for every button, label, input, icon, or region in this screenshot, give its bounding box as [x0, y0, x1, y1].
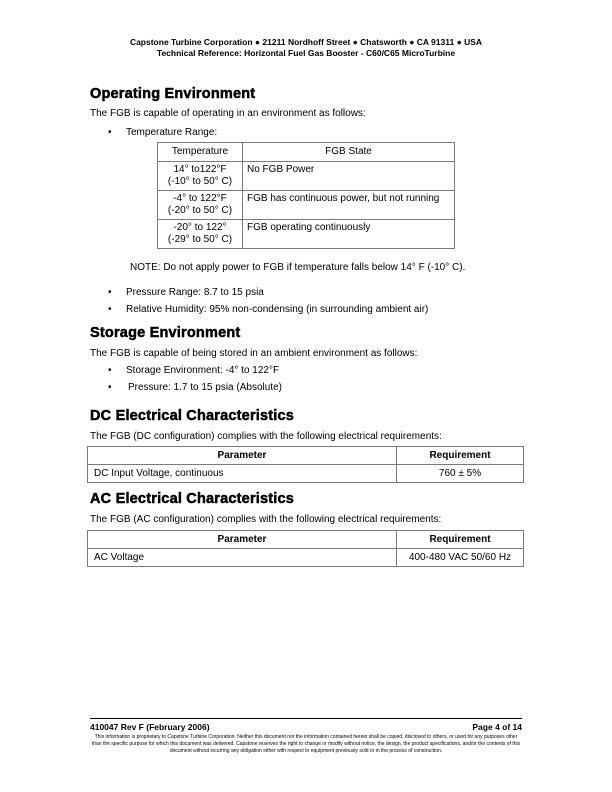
state-cell: FGB has continuous power, but not running — [243, 191, 455, 220]
table-header-row — [158, 143, 455, 162]
temp-f: 14° to122°F — [173, 164, 227, 175]
bullet-dot: • — [108, 382, 112, 393]
temp-c: (-20° to 50° C) — [167, 205, 233, 216]
parameter-cell: DC Input Voltage, continuous — [88, 465, 397, 483]
temperature-cell — [158, 220, 243, 249]
storage-intro: The FGB is capable of being stored in an ambient environment as follows: — [90, 348, 418, 359]
table-row — [88, 465, 524, 483]
bullet-pressure-range-text: Pressure Range: 8.7 to 15 psia — [126, 287, 264, 298]
dc-intro: The FGB (DC configuration) complies with the following electrical requirements: — [90, 431, 442, 442]
dc-heading: DC Electrical Characteristics — [90, 408, 295, 424]
table-row — [158, 162, 455, 191]
table-row — [88, 549, 524, 567]
table-header-row — [88, 531, 524, 549]
header-line-1: Capstone Turbine Corporation ● 21211 Nordhoff Street ● Chatsworth ● CA 91311 ● USA — [129, 37, 483, 47]
ac-heading: AC Electrical Characteristics — [90, 491, 295, 507]
temp-c: (-10° to 50° C) — [167, 176, 233, 187]
temperature-table — [157, 142, 455, 249]
requirement-cell: 760 ± 5% — [397, 465, 524, 483]
footer-doc-revision: 410047 Rev F (February 2006) — [90, 722, 210, 732]
state-cell: FGB operating continuously — [243, 220, 455, 249]
temp-f: -4° to 122°F — [173, 193, 227, 204]
bullet-humidity-text: Relative Humidity: 95% non-condensing (in surrounding ambient air) — [126, 304, 429, 315]
bullet-storage-env-text: Storage Environment: -4° to 122°F — [126, 365, 280, 376]
temp-c: (-29° to 50° C) — [167, 234, 233, 245]
footer-divider — [90, 718, 522, 719]
page-header — [0, 37, 612, 59]
table-row — [158, 220, 455, 249]
footer-page-number: Page 4 of 14 — [472, 722, 522, 732]
bullet-temperature-text: Temperature Range: — [126, 127, 218, 138]
temperature-cell — [158, 162, 243, 191]
header-line-2: Technical Reference: Horizontal Fuel Gas Booster - C60/C65 MicroTurbine — [156, 48, 456, 58]
bullet-dot: • — [108, 127, 112, 138]
bullet-dot: • — [108, 365, 112, 376]
footer-disclaimer: This information is proprietary to Capstone Turbine Corporation. Neither this document nor the information contained herein shall be copied, disclosed to others, or used for any purposes other than the specific purpose for which this document was delivered. Capstone reserves the right to change or modify without notice, the design, the product specifications, and/or the contents of this document without incurring any obligation either with respect to equipment previously sold or in the process of construction. — [91, 734, 521, 754]
temp-f: -20° to 122° — [173, 222, 227, 233]
bullet-dot: • — [108, 287, 112, 298]
storage-heading: Storage Environment — [90, 325, 241, 341]
state-cell: No FGB Power — [243, 162, 455, 191]
bullet-dot: • — [108, 304, 112, 315]
bullet-storage-pressure-text: Pressure: 1.7 to 15 psia (Absolute) — [128, 382, 282, 393]
col-header-requirement: Requirement — [397, 531, 524, 549]
col-header-requirement: Requirement — [397, 447, 524, 465]
parameter-cell: AC Voltage — [88, 549, 397, 567]
operating-intro: The FGB is capable of operating in an environment as follows: — [90, 108, 366, 119]
col-header-fgb-state: FGB State — [243, 143, 455, 162]
temperature-cell — [158, 191, 243, 220]
col-header-parameter: Parameter — [88, 531, 397, 549]
requirement-cell: 400-480 VAC 50/60 Hz — [397, 549, 524, 567]
col-header-parameter: Parameter — [88, 447, 397, 465]
operating-heading: Operating Environment — [90, 86, 256, 102]
col-header-temperature: Temperature — [158, 143, 243, 162]
table-header-row — [88, 447, 524, 465]
temperature-note: NOTE: Do not apply power to FGB if temperature falls below 14° F (-10° C). — [130, 262, 466, 273]
ac-intro: The FGB (AC configuration) complies with the following electrical requirements: — [90, 514, 442, 525]
ac-table — [87, 530, 524, 567]
table-row — [158, 191, 455, 220]
dc-table — [87, 446, 524, 483]
